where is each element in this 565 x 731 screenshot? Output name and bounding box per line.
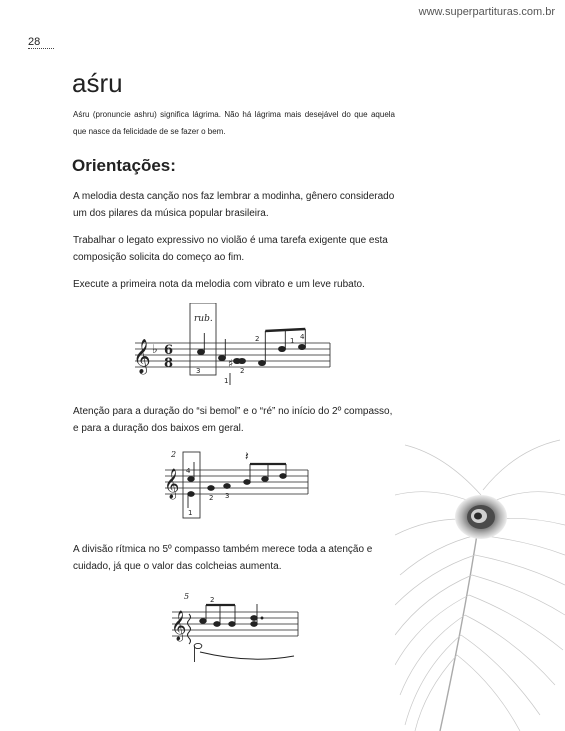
score-example-3 <box>170 588 305 668</box>
page-number-rule <box>28 48 54 49</box>
measure-number: 2 <box>171 450 177 459</box>
svg-text:4: 4 <box>186 467 191 475</box>
page-title: aśru <box>72 68 123 98</box>
site-url: www.superpartituras.com.br <box>418 6 555 18</box>
svg-text:3: 3 <box>225 492 230 500</box>
page-number: 28 <box>28 36 41 48</box>
svg-text:2: 2 <box>240 367 245 375</box>
peacock-feather-icon <box>395 435 565 731</box>
treble-clef-icon: 𝄞 <box>133 339 151 374</box>
svg-text:1: 1 <box>188 509 193 517</box>
rest-icon: 𝄽 <box>245 449 249 463</box>
svg-text:2: 2 <box>210 596 215 604</box>
svg-text:2: 2 <box>255 335 260 343</box>
intro-text: Aśru (pronuncie ashru) significa lágrima. Não há lágrima mais desejável do que aquela que nasce da felicidade de se fazer o bem. <box>73 110 395 136</box>
orientation-paragraph-1: A melodia desta canção nos faz lembrar a modinha, gênero considerado um dos pilares da música popular brasileira. <box>73 191 395 219</box>
svg-text:1: 1 <box>290 337 295 345</box>
orientation-paragraph-2: Trabalhar o legato expressivo no violão é uma tarefa exigente que esta composição solicita do começo ao fim. <box>73 235 388 263</box>
orientation-paragraph-4: Atenção para a duração do “si bemol” e o “ré” no início do 2º compasso, e para a duração dos baixos em geral. <box>73 406 393 434</box>
orientation-paragraph-3: Execute a primeira nota da melodia com vibrato e um leve rubato. <box>73 279 365 290</box>
svg-text:4: 4 <box>300 333 305 341</box>
score-example-2 <box>163 448 313 523</box>
svg-text:3: 3 <box>196 367 201 375</box>
orientations-heading: Orientações: <box>72 156 176 175</box>
measure-number: 5 <box>184 592 190 601</box>
score-example-1 <box>130 303 335 388</box>
svg-text:2: 2 <box>209 494 214 502</box>
time-signature-bottom: 8 <box>164 356 174 371</box>
svg-text:♯: ♯ <box>228 357 234 370</box>
svg-text:1: 1 <box>224 377 229 385</box>
time-signature-top: 6 <box>164 343 174 358</box>
slur-icon <box>200 652 294 659</box>
rubato-marking: rub. <box>194 314 213 324</box>
arpeggio-icon <box>188 614 191 644</box>
treble-clef-icon: 𝄞 <box>171 611 187 641</box>
treble-clef-icon: 𝄞 <box>164 469 180 499</box>
orientation-paragraph-5: A divisão rítmica no 5º compasso também merece toda a atenção e cuidado, já que o valor das colcheias aumenta. <box>73 544 373 572</box>
flat-icon: ♭ <box>152 342 158 356</box>
